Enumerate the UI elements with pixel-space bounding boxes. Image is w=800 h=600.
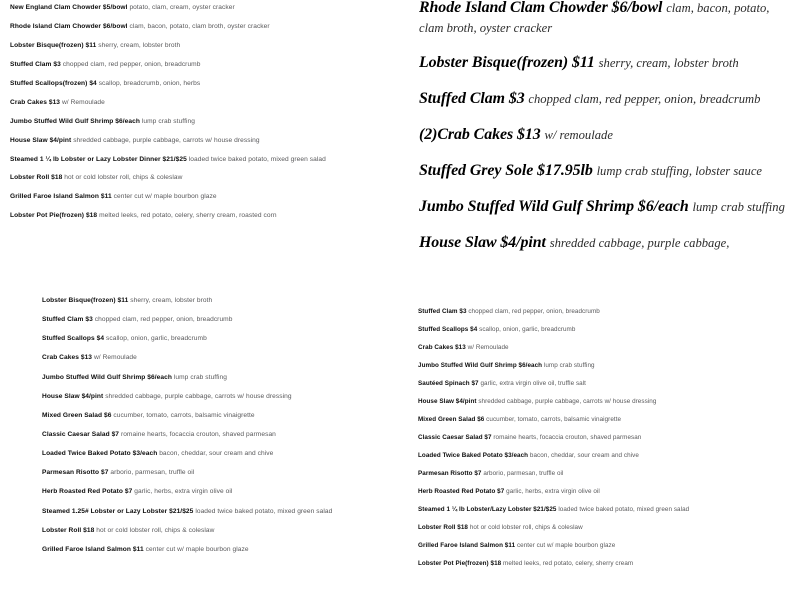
menu-item-description: lump crab stuffing — [692, 199, 785, 214]
menu-item — [10, 173, 392, 183]
menu-item-name: Lobster Pot Pie(frozen) $18 — [418, 560, 502, 568]
menu-item-name: Grilled Faroe Island Salmon $11 — [418, 542, 516, 550]
menu-item — [419, 233, 791, 253]
menu-item-name: Crab Cakes $13 — [42, 354, 93, 362]
menu-item-name: House Slaw $4/pint — [418, 398, 477, 406]
menu-block-top-left — [10, 3, 392, 230]
menu-item-name: Steamed 1 ¼ lb Lobster or Lazy Lobster Dinner $21/$25 — [10, 155, 187, 163]
menu-item-name: House Slaw $4/pint — [42, 392, 104, 400]
menu-item-description: loaded twice baked potato, mixed green salad — [195, 507, 333, 515]
menu-item — [10, 60, 392, 70]
menu-item — [10, 22, 392, 32]
menu-item-description: chopped clam, red pepper, onion, breadcrumb — [62, 60, 201, 68]
menu-item — [419, 0, 791, 38]
menu-item-name: Jumbo Stuffed Wild Gulf Shrimp $6/each — [42, 373, 172, 381]
menu-item — [419, 161, 791, 181]
menu-item-description: melted leeks, red potato, celery, sherry cream, roasted corn — [99, 212, 277, 220]
menu-item — [10, 136, 392, 146]
menu-item — [418, 343, 796, 352]
menu-item-description: w/ Remoulade — [467, 344, 509, 352]
menu-item — [10, 192, 392, 202]
menu-item-description: sherry, cream, lobster broth — [598, 56, 739, 71]
menu-block-bottom-left — [42, 296, 402, 564]
menu-item-name: Stuffed Grey Sole $17.95lb — [419, 162, 593, 180]
menu-item-name: Crab Cakes $13 — [10, 98, 61, 106]
menu-item-name: Stuffed Clam $3 — [419, 90, 525, 108]
menu-item-description: melted leeks, red potato, celery, sherry cream — [503, 560, 634, 568]
menu-item-description: loaded twice baked potato, mixed green salad — [558, 506, 690, 514]
menu-item-name: Herb Roasted Red Potato $7 — [42, 488, 133, 496]
menu-item — [418, 361, 796, 370]
menu-item-description: clam, bacon, potato, clam broth, oyster cracker — [419, 1, 770, 36]
menu-item-description: romaine hearts, focaccia crouton, shaved parmesan — [120, 430, 276, 438]
menu-item — [42, 545, 402, 555]
menu-item-name: Rhode Island Clam Chowder $6/bowl — [10, 22, 128, 30]
menu-item-description: cucumber, tomato, carrots, balsamic vinaigrette — [486, 416, 622, 424]
menu-item — [42, 430, 402, 440]
menu-item — [42, 373, 402, 383]
menu-item-description: lump crab stuffing — [543, 362, 595, 370]
menu-item-description: scallop, onion, garlic, breadcrumb — [106, 335, 207, 343]
menu-item-name: Lobster Pot Pie(frozen) $18 — [10, 212, 98, 220]
menu-item — [10, 79, 392, 89]
menu-item-name: Grilled Faroe Island Salmon $11 — [10, 193, 112, 201]
menu-item-name: Classic Caesar Salad $7 — [42, 430, 120, 438]
menu-item — [419, 89, 791, 109]
menu-item-description: bacon, cheddar, sour cream and chive — [159, 450, 274, 458]
menu-item-description: garlic, herbs, extra virgin olive oil — [506, 488, 600, 496]
menu-item-name: Lobster Bisque(frozen) $11 — [10, 41, 97, 49]
menu-item-name: Herb Roasted Red Potato $7 — [418, 488, 505, 496]
menu-item-description: chopped clam, red pepper, onion, breadcrumb — [468, 308, 600, 315]
menu-item-name: Lobster Bisque(frozen) $11 — [42, 297, 129, 304]
menu-item — [418, 415, 796, 424]
menu-item — [42, 449, 402, 459]
menu-item-name: Lobster Bisque(frozen) $11 — [419, 54, 595, 72]
menu-item-description: shredded cabbage, purple cabbage, carrots w/ house dressing — [478, 398, 657, 406]
menu-item — [418, 307, 796, 316]
menu-item-name: Classic Caesar Salad $7 — [418, 434, 492, 442]
menu-item — [10, 155, 392, 165]
menu-item-description: chopped clam, red pepper, onion, breadcrumb — [94, 316, 233, 324]
menu-item-name: New England Clam Chowder $5/bowl — [10, 4, 128, 11]
menu-item — [10, 117, 392, 127]
menu-item-description: scallop, onion, garlic, breadcrumb — [479, 326, 576, 334]
menu-item-description: sherry, cream, lobster broth — [130, 297, 213, 304]
menu-item-description: hot or cold lobster roll, chips & coleslaw — [96, 526, 215, 534]
menu-item-name: (2)Crab Cakes $13 — [419, 126, 541, 144]
menu-item-description: garlic, extra virgin olive oil, truffle salt — [480, 380, 586, 388]
menu-item — [10, 211, 392, 221]
menu-item-description: shredded cabbage, purple cabbage, carrots w/ house dressing — [105, 392, 292, 400]
menu-item-description: lump crab stuffing — [173, 373, 227, 381]
menu-item-description: shredded cabbage, purple cabbage, carrots w/ house dressing — [73, 136, 260, 144]
menu-item — [418, 433, 796, 442]
menu-item-name: Crab Cakes $13 — [418, 344, 466, 352]
menu-item-name: Jumbo Stuffed Wild Gulf Shrimp $6/each — [10, 117, 140, 125]
menu-item-name: Stuffed Scallops $4 — [418, 326, 478, 334]
menu-item-description: cucumber, tomato, carrots, balsamic vinaigrette — [113, 411, 255, 419]
menu-item-description: potato, clam, cream, oyster cracker — [129, 4, 235, 11]
menu-item-name: Loaded Twice Baked Potato $3/each — [42, 450, 158, 458]
menu-item-description: center cut w/ maple bourbon glaze — [516, 542, 616, 550]
menu-item-description: center cut w/ maple bourbon glaze — [145, 545, 249, 553]
menu-item-name: Stuffed Clam $3 — [10, 60, 61, 68]
menu-item-name: Mixed Green Salad $6 — [418, 416, 485, 424]
menu-item — [418, 523, 796, 532]
menu-item-description: w/ remoulade — [544, 128, 613, 143]
menu-item-description: shredded cabbage, purple cabbage, — [549, 235, 730, 250]
menu-item-name: Stuffed Scallops $4 — [42, 335, 105, 343]
menu-item-description: bacon, cheddar, sour cream and chive — [529, 452, 639, 460]
menu-item-description: lump crab stuffing — [141, 117, 195, 125]
menu-item — [419, 125, 791, 145]
menu-item-description: romaine hearts, focaccia crouton, shaved parmesan — [493, 434, 642, 442]
menu-item-name: Lobster Roll $18 — [10, 174, 63, 182]
menu-item — [418, 451, 796, 460]
menu-item-description: hot or cold lobster roll, chips & coleslaw — [64, 174, 183, 182]
menu-item-name: Jumbo Stuffed Wild Gulf Shrimp $6/each — [419, 197, 689, 215]
menu-block-top-right-large — [419, 0, 791, 269]
menu-item-name: Jumbo Stuffed Wild Gulf Shrimp $6/each — [418, 362, 543, 370]
menu-item-description: arborio, parmesan, truffle oil — [483, 470, 564, 478]
menu-item-description: hot or cold lobster roll, chips & coleslaw — [469, 524, 583, 532]
menu-item-name: Steamed 1 ¼ lb Lobster/Lazy Lobster $21/$25 — [418, 506, 557, 514]
menu-item — [42, 334, 402, 344]
menu-item-name: Lobster Roll $18 — [418, 524, 468, 532]
menu-item-name: House Slaw $4/pint — [10, 136, 72, 144]
menu-item — [42, 411, 402, 421]
menu-item — [42, 526, 402, 536]
menu-item — [418, 541, 796, 550]
menu-item — [419, 197, 791, 217]
menu-item-name: Sautéed Spinach $7 — [418, 380, 479, 388]
menu-item-description: arborio, parmesan, truffle oil — [110, 469, 195, 477]
menu-item — [42, 353, 402, 363]
menu-item-description: loaded twice baked potato, mixed green salad — [188, 155, 326, 163]
menu-item — [418, 397, 796, 406]
menu-item — [10, 98, 392, 108]
menu-item-description: w/ Remoulade — [61, 98, 105, 106]
menu-item-description: center cut w/ maple bourbon glaze — [113, 193, 217, 201]
menu-item-description: clam, bacon, potato, clam broth, oyster cracker — [129, 22, 270, 30]
menu-item — [418, 505, 796, 514]
menu-item — [418, 487, 796, 496]
menu-item-description: chopped clam, red pepper, onion, breadcrumb — [528, 92, 761, 107]
menu-item-name: Parmesan Risotto $7 — [418, 470, 482, 478]
menu-item — [42, 468, 402, 478]
menu-item-name: House Slaw $4/pint — [419, 233, 546, 251]
menu-item — [418, 379, 796, 388]
menu-item — [419, 53, 791, 73]
menu-item-name: Stuffed Clam $3 — [418, 308, 467, 315]
menu-item-description: lump crab stuffing, lobster sauce — [596, 164, 763, 179]
menu-item — [42, 507, 402, 517]
menu-block-bottom-right — [418, 307, 796, 577]
menu-item-name: Rhode Island Clam Chowder $6/bowl — [419, 0, 663, 16]
menu-item-name: Mixed Green Salad $6 — [42, 411, 112, 419]
menu-item-description: sherry, cream, lobster broth — [98, 41, 181, 49]
menu-item-name: Stuffed Clam $3 — [42, 316, 93, 324]
menu-item-name: Stuffed Scallops(frozen) $4 — [10, 79, 97, 87]
menu-item — [42, 315, 402, 325]
menu-item — [42, 392, 402, 402]
menu-item-description: scallop, breadcrumb, onion, herbs — [98, 79, 201, 87]
menu-item-name: Steamed 1.25# Lobster or Lazy Lobster $21/$25 — [42, 507, 194, 515]
menu-item-name: Grilled Faroe Island Salmon $11 — [42, 545, 144, 553]
menu-item-description: garlic, herbs, extra virgin olive oil — [134, 488, 233, 496]
menu-item — [418, 559, 796, 568]
menu-item — [10, 3, 392, 13]
menu-item — [42, 487, 402, 497]
menu-item — [418, 325, 796, 334]
menu-item-name: Parmesan Risotto $7 — [42, 469, 109, 477]
menu-item-name: Loaded Twice Baked Potato $3/each — [418, 452, 529, 460]
menu-item — [42, 296, 402, 306]
menu-item — [418, 469, 796, 478]
menu-item-name: Lobster Roll $18 — [42, 526, 95, 534]
menu-item — [10, 41, 392, 51]
menu-item-description: w/ Remoulade — [93, 354, 137, 362]
